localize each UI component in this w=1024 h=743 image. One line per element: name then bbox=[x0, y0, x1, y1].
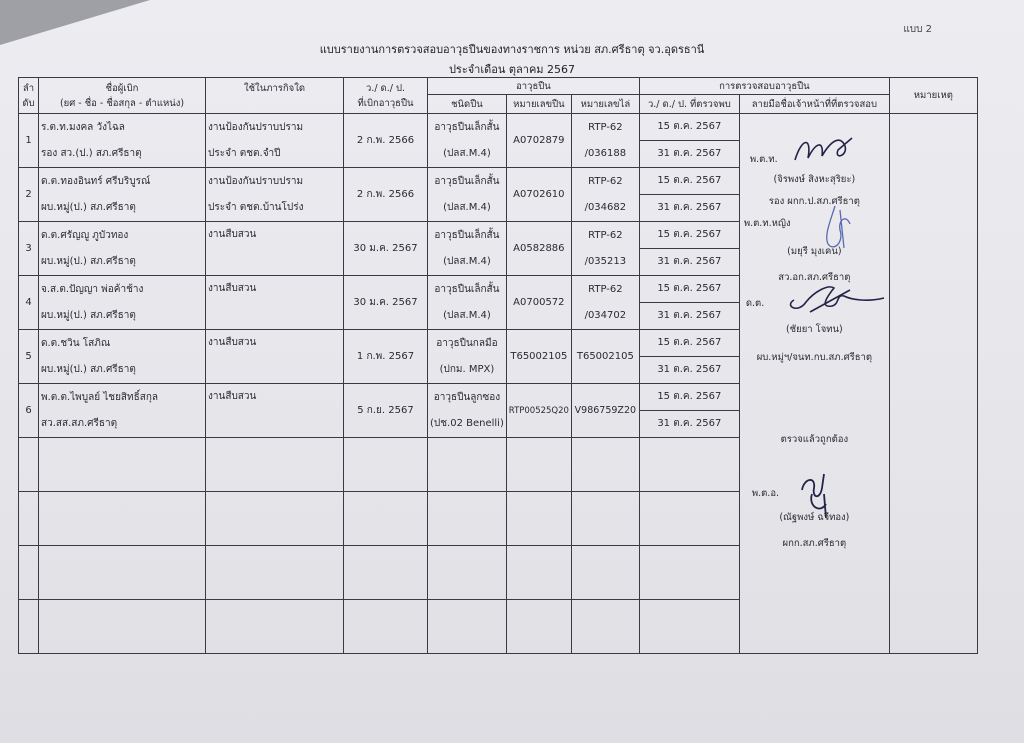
row-insp-date: 15 ต.ค. 2567 31 ต.ค. 2567 bbox=[639, 276, 739, 330]
header-date: ว./ ด./ ป. ที่เบิกอาวุธปืน bbox=[344, 78, 428, 114]
row-insp-date: 15 ต.ค. 2567 31 ต.ค. 2567 bbox=[639, 330, 739, 384]
row-date: 5 ก.ย. 2567 bbox=[344, 384, 428, 438]
row-reg: RTP-62 /035213 bbox=[571, 222, 639, 276]
row-reg: T65002105 bbox=[571, 330, 639, 384]
row-reg: V986759Z20 bbox=[571, 384, 639, 438]
header-remark: หมายเหตุ bbox=[889, 78, 977, 114]
row-use: งานสืบสวน bbox=[206, 330, 344, 384]
row-use: งานสืบสวน bbox=[206, 384, 344, 438]
row-date: 2 ก.พ. 2566 bbox=[344, 114, 428, 168]
row-use: งานสืบสวน bbox=[206, 276, 344, 330]
page-fold bbox=[0, 0, 150, 45]
report-month: ประจำเดือน ตุลาคม 2567 bbox=[448, 63, 576, 76]
row-insp-date: 15 ต.ค. 2567 31 ต.ค. 2567 bbox=[639, 114, 739, 168]
row-serial: A0700572 bbox=[506, 276, 571, 330]
header-serial: หมายเลขปืน bbox=[506, 95, 571, 114]
row-serial: A0582886 bbox=[506, 222, 571, 276]
row-borrower: ร.ต.ท.มงคล วังไฉล รอง สว.(ป.) สภ.ศรีธาตุ bbox=[39, 114, 206, 168]
row-reg: RTP-62 /036188 bbox=[571, 114, 639, 168]
header-no: ลำ ดับ bbox=[19, 78, 39, 114]
inspection-table bbox=[18, 77, 978, 654]
row-borrower: ด.ต.ทองอินทร์ ศรีบริบูรณ์ ผบ.หมู่(ป.) สภ.ศรีธาตุ bbox=[39, 168, 206, 222]
row-insp-date: 15 ต.ค. 2567 31 ต.ค. 2567 bbox=[639, 168, 739, 222]
row-no: 5 bbox=[19, 330, 39, 384]
header-insp-sign: ลายมือชื่อเจ้าหน้าที่ที่ตรวจสอบ bbox=[739, 95, 889, 114]
row-use: งานป้องกันปราบปราม ประจำ ตชต.บ้านโปร่ง bbox=[206, 168, 344, 222]
row-type: อาวุธปืนลูกซอง (ปช.02 Benelli) bbox=[428, 384, 507, 438]
signature-3 bbox=[780, 276, 890, 326]
row-serial: T65002105 bbox=[506, 330, 571, 384]
row-type: อาวุธปืนเล็กสั้น (ปลส.M.4) bbox=[428, 114, 507, 168]
row-type: อาวุธปืนเล็กสั้น (ปลส.M.4) bbox=[428, 222, 507, 276]
header-reg: หมายเลขไล่ bbox=[571, 95, 639, 114]
row-borrower: จ.ส.ต.ปัญญา พ่อค้าช้าง ผบ.หมู่(ป.) สภ.ศรีธาตุ bbox=[39, 276, 206, 330]
row-type: อาวุธปืนกลมือ (ปกม. MPX) bbox=[428, 330, 507, 384]
row-reg: RTP-62 /034702 bbox=[571, 276, 639, 330]
header-use: ใช้ในภารกิจใด bbox=[206, 78, 344, 114]
form-number: แบบ 2 bbox=[903, 24, 932, 35]
row-type: อาวุธปืนเล็กสั้น (ปลส.M.4) bbox=[428, 168, 507, 222]
inspector-signatures: พ.ต.ท. (จิรพงษ์ สิงหะสุริยะ) รอง ผกก.ป.สภ.ศรีธาตุ พ.ต.ท.หญิง (มยุรี มุงเคน) สว.อก.สภ.ศรีธาตุ ด.ต. (ชัยยา โจทน) ผบ.หมู่ฯ/จนท.กบ.สภ.ศรีธาตุ ตรวจแล้วถูกต้อง พ.ต.อ. (ณัฐพงษ์ ฉวีทอง) ผกก.สภ.ศรีธาตุ bbox=[739, 114, 889, 654]
row-no: 3 bbox=[19, 222, 39, 276]
row-no: 2 bbox=[19, 168, 39, 222]
row-serial: RTP00525Q20 bbox=[506, 384, 571, 438]
row-borrower: ด.ต.ชวิน โสภิณ ผบ.หมู่(ป.) สภ.ศรีธาตุ bbox=[39, 330, 206, 384]
row-type: อาวุธปืนเล็กสั้น (ปลส.M.4) bbox=[428, 276, 507, 330]
signature-1 bbox=[790, 132, 860, 168]
row-date: 30 ม.ค. 2567 bbox=[344, 222, 428, 276]
table-row bbox=[19, 114, 978, 168]
row-date: 30 ม.ค. 2567 bbox=[344, 276, 428, 330]
row-borrower: ด.ต.ศรัญญู ภูบัวทอง ผบ.หมู่(ป.) สภ.ศรีธาตุ bbox=[39, 222, 206, 276]
row-no: 1 bbox=[19, 114, 39, 168]
row-reg: RTP-62 /034682 bbox=[571, 168, 639, 222]
report-title: แบบรายงานการตรวจสอบอาวุธปืนของทางราชการ หน่วย สภ.ศรีธาตุ จว.อุดรธานี bbox=[319, 43, 705, 56]
header-type: ชนิดปืน bbox=[428, 95, 507, 114]
row-serial: A0702879 bbox=[506, 114, 571, 168]
row-date: 2 ก.พ. 2566 bbox=[344, 168, 428, 222]
row-use: งานสืบสวน bbox=[206, 222, 344, 276]
row-no: 4 bbox=[19, 276, 39, 330]
row-use: งานป้องกันปราบปราม ประจำ ตชต.จำปี bbox=[206, 114, 344, 168]
row-borrower: พ.ต.ต.ไพบูลย์ ไชยสิทธิ์สกุล สว.สส.สภ.ศรีธาตุ bbox=[39, 384, 206, 438]
header-borrower: ชื่อผู้เบิก (ยศ - ชื่อ - ชื่อสกุล - ตำแหน่ง) bbox=[39, 78, 206, 114]
row-insp-date: 15 ต.ค. 2567 31 ต.ค. 2567 bbox=[639, 384, 739, 438]
row-serial: A0702610 bbox=[506, 168, 571, 222]
header-weapon: อาวุธปืน bbox=[428, 78, 640, 95]
header-insp-date: ว./ ด./ ป. ที่ตรวจพบ bbox=[639, 95, 739, 114]
remark-cell bbox=[889, 114, 977, 654]
row-date: 1 ก.พ. 2567 bbox=[344, 330, 428, 384]
row-no: 6 bbox=[19, 384, 39, 438]
row-insp-date: 15 ต.ค. 2567 31 ต.ค. 2567 bbox=[639, 222, 739, 276]
header-inspection: การตรวจสอบอาวุธปืน bbox=[639, 78, 889, 95]
